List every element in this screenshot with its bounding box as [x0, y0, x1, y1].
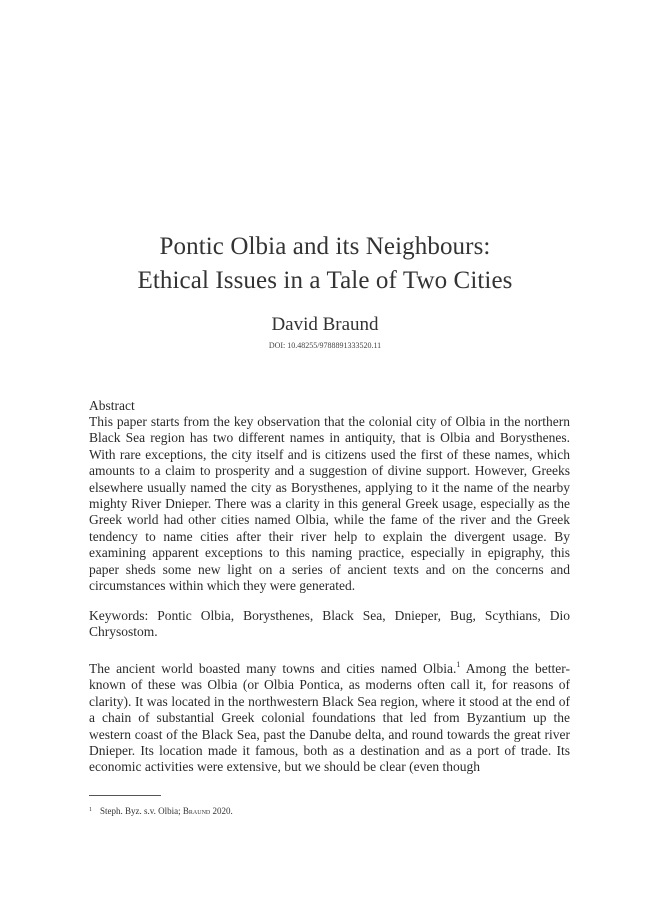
footnote-marker[interactable]: 1 [456, 660, 461, 669]
paper-title [0, 230, 650, 298]
footnote [89, 806, 233, 816]
intro-paragraph [89, 657, 570, 776]
title-line-2: Ethical Issues in a Tale of Two Cities [137, 267, 513, 294]
footnote-text: Steph. Byz. s.v. Olbia; [100, 806, 183, 816]
footnote-citation: Braund [182, 806, 211, 816]
footnote-year: 2020. [210, 806, 233, 816]
abstract-text: This paper starts from the key observation that the colonial city of Olbia in the northern Black Sea region has two different names in antiquity, that is Olbia and Borysthenes. With rare exceptions, the city itself and is citizens used the first of these names, which amounts to a claim to prosperity and a suggestion of divine support. However, Greeks elsewhere usually named the city as Borysthenes, applying to it the name of the nearby mighty River Dnieper. There was a clarity in this general Greek usage, especially as the Greek world had other cities named Olbia, while the fame of the river and the Greek tendency to name cities after their river help to explain the divergent usage. By examining apparent exceptions to this naming practice, especially in epigraphy, this paper sheds some new light on a series of ancient texts and on the concerns and circumstances within which they were generated. [89, 414, 570, 594]
doi: DOI: 10.48255/9788891333520.11 [268, 341, 382, 350]
abstract-heading: Abstract [89, 398, 135, 413]
intro-text-start: The ancient world boasted many towns and cities named Olbia. [89, 661, 457, 676]
title-line-1: Pontic Olbia and its Neighbours: [159, 233, 491, 260]
footnote-divider [89, 795, 161, 796]
footnote-number: 1 [89, 807, 92, 813]
keywords: Keywords: Pontic Olbia, Borysthenes, Black Sea, Dnieper, Bug, Scythians, Dio Chrysostom. [89, 608, 570, 640]
intro-text-rest: Among the better-known of these was Olbia (or Olbia Pontica, as moderns often call it, for reasons of clarity). It was located in the northwestern Black Sea region, where it stood at the end of a chain of substantial Greek colonial foundations that led from Byzantium up the western coast of the Black Sea, past the Danube delta, and round towards the great river Dnieper. Its location made it famous, both as a destination and as a port of trade. Its economic activities were extensive, but we should be clear (even though [89, 661, 570, 775]
author-name: David Braund [271, 314, 379, 335]
